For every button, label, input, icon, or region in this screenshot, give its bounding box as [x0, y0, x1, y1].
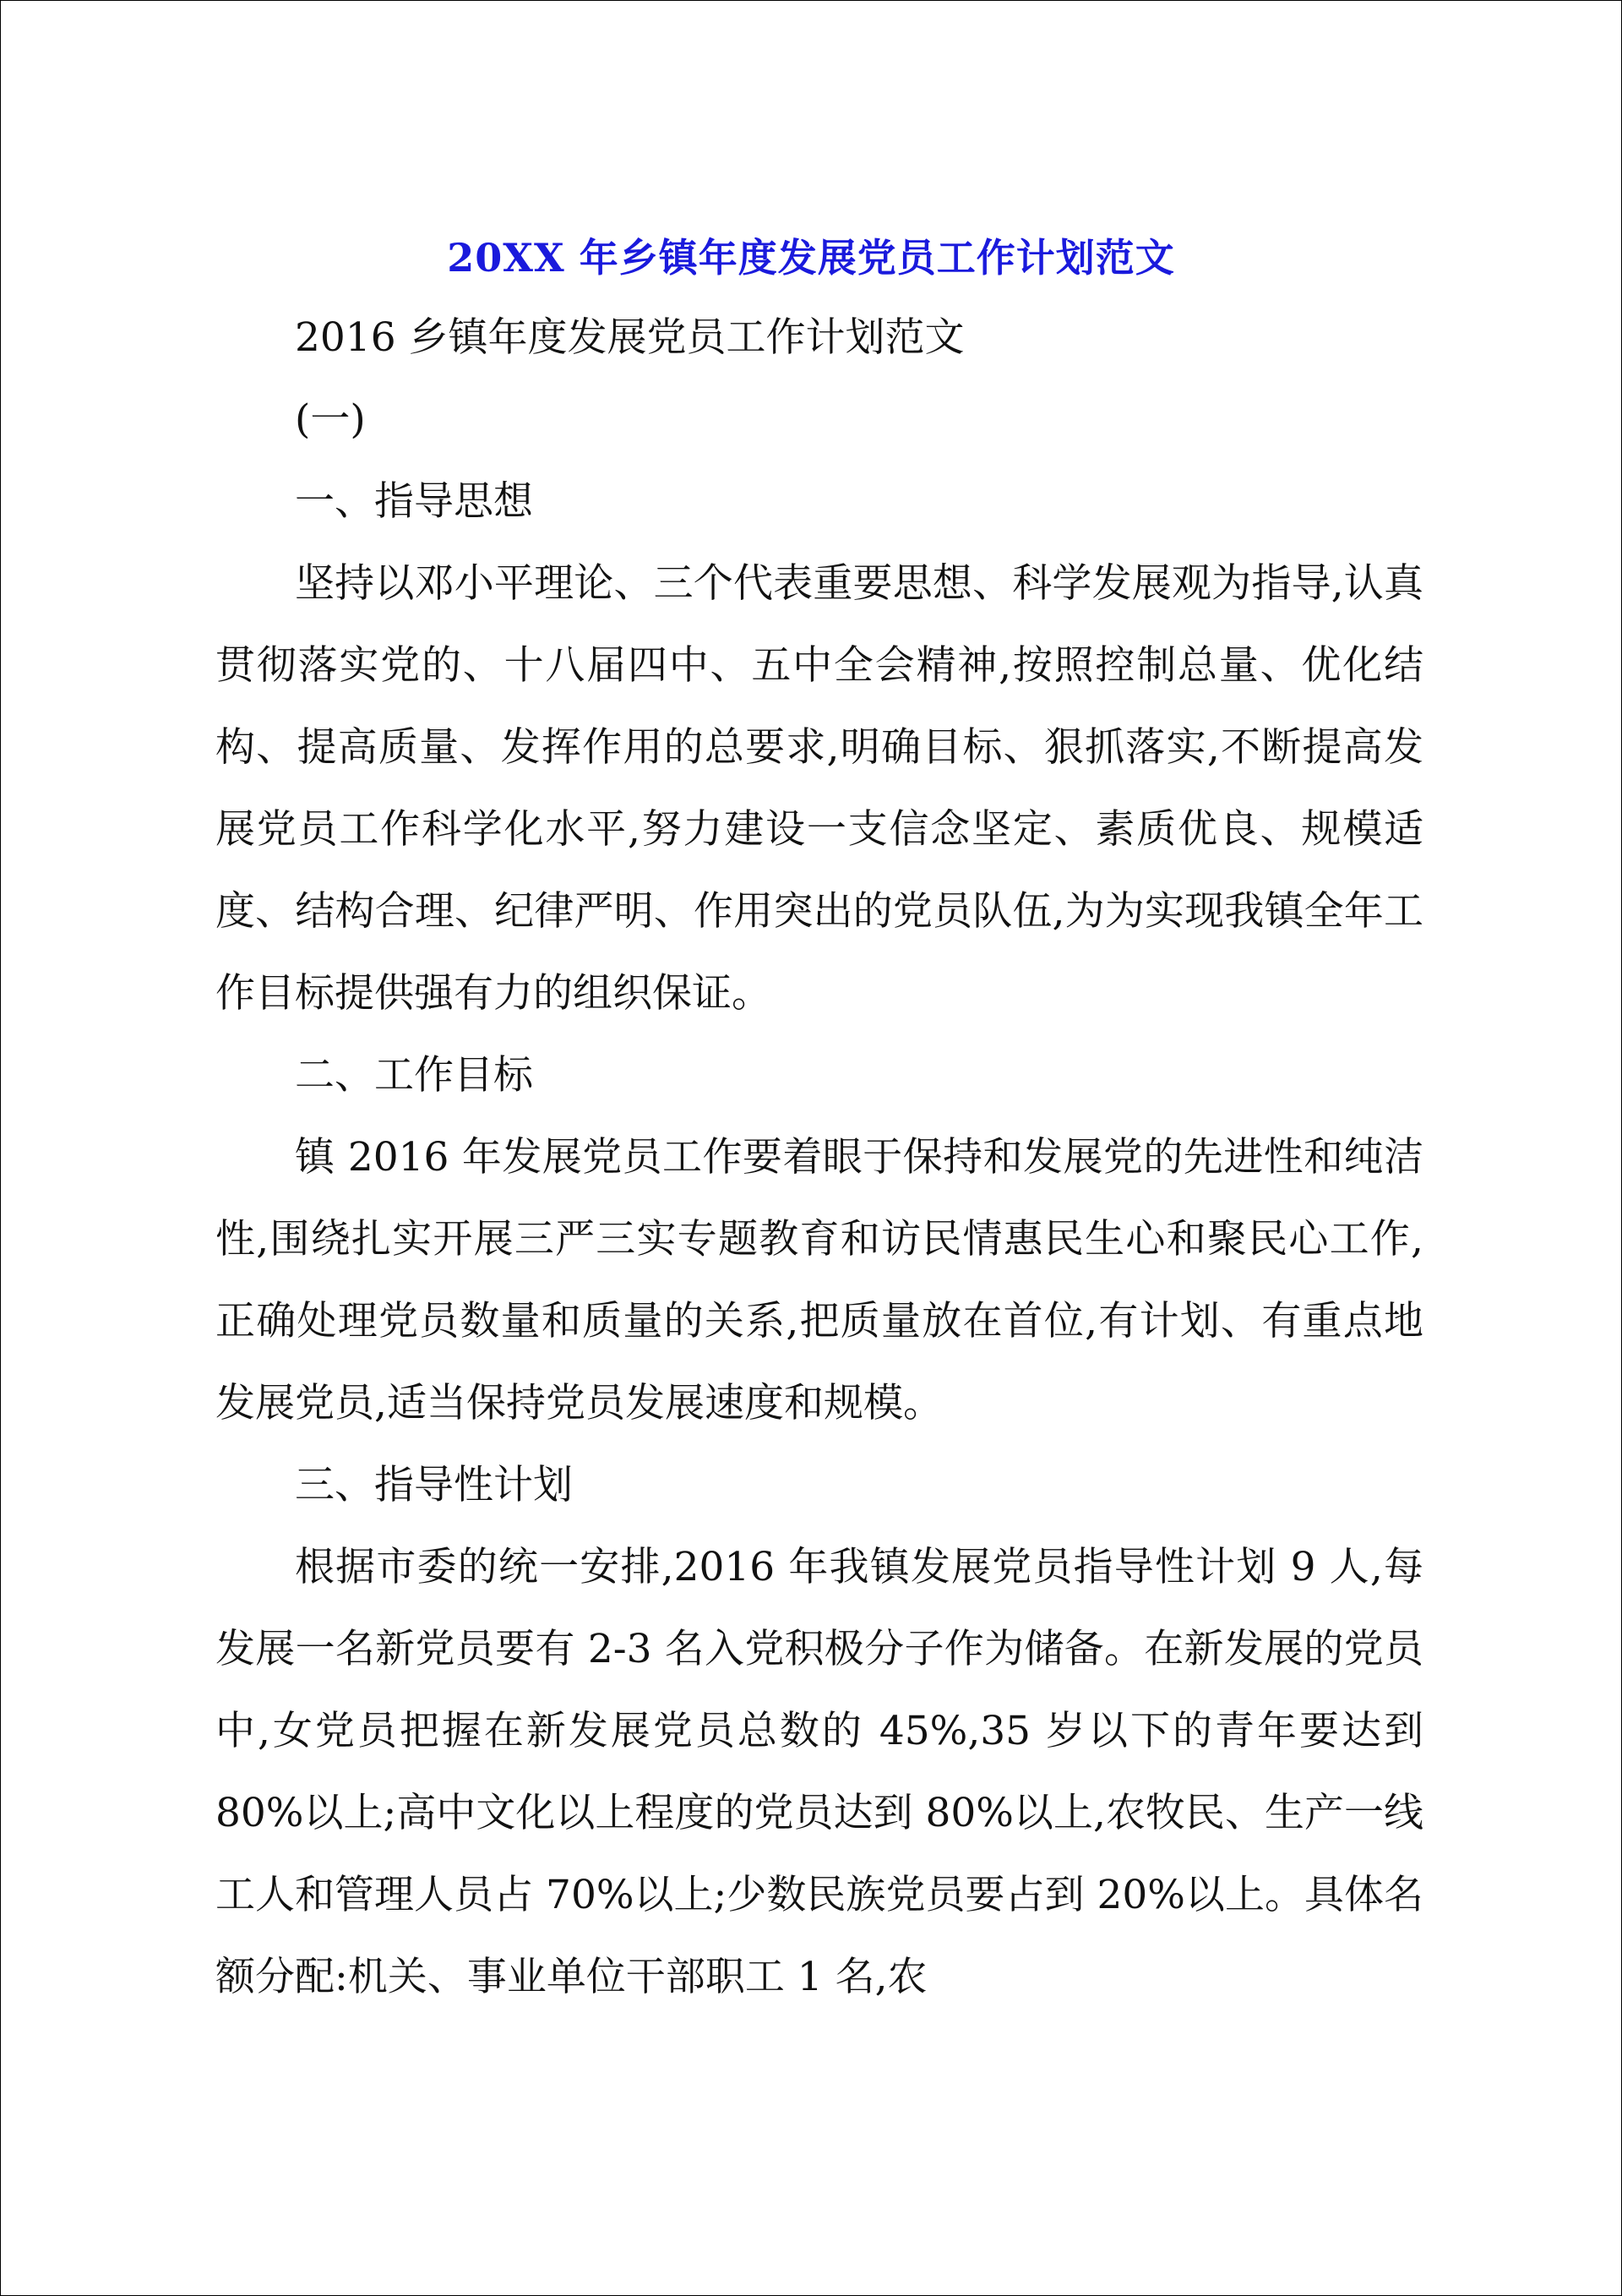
section-heading-work-goals: 二、工作目标 — [295, 1052, 533, 1099]
section-heading-guiding-ideology: 一、指导思想 — [295, 478, 533, 525]
subtitle: 2016 乡镇年度发展党员工作计划范文 — [295, 314, 965, 361]
part-label: (一) — [295, 396, 366, 443]
section-paragraph-work-goals: 镇 2016 年发展党员工作要着眼于保持和发展党的先进性和纯洁性,围绕扎实开展三严三实专题教育和访民情惠民生心和聚民心工作,正确处理党员数量和质量的关系,把质量放在首位,有计划、有重点地发展党员,适当保持党员发展速度和规模。 — [215, 1134, 1423, 1426]
section-paragraph-guiding-plan: 根据市委的统一安排,2016 年我镇发展党员指导性计划 9 人,每发展一名新党员要有 2-3 名入党积极分子作为储备。在新发展的党员中,女党员把握在新发展党员总数的 45%,35 岁以下的青年要达到 80%以上;高中文化以上程度的党员达到 80%以上,农牧民、生产一线工人和管理人员占 70%以上;少数民族党员要占到 20%以上。具体名额分配:机关、事业单位干部职工 1 名,农 — [215, 1544, 1423, 2000]
section-paragraph-guiding-ideology: 坚持以邓小平理论、三个代表重要思想、科学发展观为指导,认真贯彻落实党的、十八届四中、五中全会精神,按照控制总量、优化结构、提高质量、发挥作用的总要求,明确目标、狠抓落实,不断提高发展党员工作科学化水平,努力建设一支信念坚定、素质优良、规模适度、结构合理、纪律严明、作用突出的党员队伍,为为实现我镇全年工作目标提供强有力的组织保证。 — [215, 560, 1423, 1017]
document-body — [215, 297, 1423, 2018]
section-heading-guiding-plan: 三、指导性计划 — [295, 1462, 573, 1508]
document-title: 20XX 年乡镇年度发展党员工作计划范文 — [447, 235, 1175, 281]
